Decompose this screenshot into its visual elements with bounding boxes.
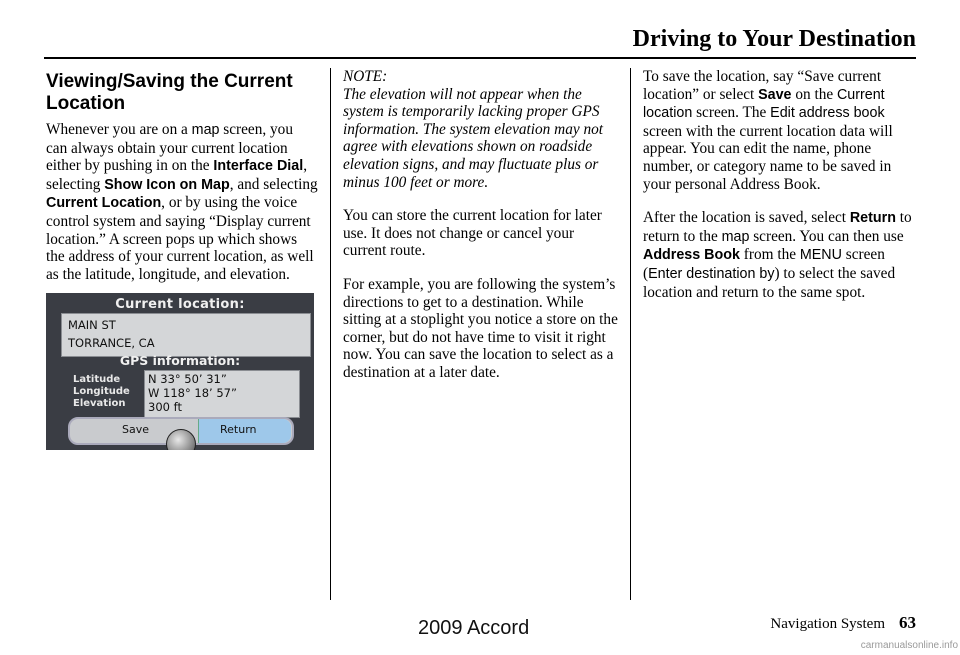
text-run: to return to the <box>643 209 912 245</box>
text-run: , or by using the voice control system and saying “Display current location.” A screen pops up which shows the address of your current location, as well as the latitude, longitude, and elevation. <box>46 194 314 283</box>
ui-term-address-book: Address Book <box>643 247 740 264</box>
text-run: Whenever you are on a <box>46 121 192 138</box>
latitude-value: N 33° 50’ 31” <box>148 372 227 386</box>
address-line-1: MAIN ST <box>68 318 116 332</box>
return-paragraph <box>643 209 919 301</box>
return-button[interactable]: Return <box>220 423 257 436</box>
ui-term-interface-dial: Interface Dial <box>213 158 304 175</box>
text-run: ) to select the saved location and return to the same spot. <box>643 264 896 301</box>
store-paragraph: You can store the current location for later use. It does not change or cancel your current route. <box>343 207 602 260</box>
screen-title: Current location: <box>115 297 245 312</box>
longitude-value: W 118° 18’ 57” <box>148 386 237 400</box>
ui-term-map: map <box>191 122 220 138</box>
ui-term-map: map <box>721 228 750 245</box>
current-location-screen <box>46 293 314 450</box>
note-body: The elevation will not appear when the system is temporarily lacking proper GPS information. The system elevation may not agree with elevations shown on roadside elevation signs, and may fluctuate plus or minus 100 feet or more. <box>343 85 604 191</box>
footer-section-name: Navigation System <box>770 616 885 632</box>
text-run: screen. You can then use <box>749 227 904 245</box>
watermark: carmanualsonline.info <box>860 640 958 651</box>
text-run: on the <box>791 85 837 103</box>
page-number: 63 <box>899 613 916 632</box>
ui-term-current-location: Current Location <box>46 195 162 212</box>
column-divider-2 <box>630 68 631 600</box>
page-header-title: Driving to Your Destination <box>632 26 916 52</box>
column-1 <box>46 68 318 283</box>
column-3 <box>643 68 919 301</box>
intro-paragraph <box>46 121 318 283</box>
text-run: , selecting <box>46 157 308 193</box>
text-run: screen. The <box>692 104 771 122</box>
save-paragraph <box>643 68 919 193</box>
page-footer <box>770 613 916 633</box>
address-box <box>61 313 311 357</box>
column-divider-1 <box>330 68 331 600</box>
gps-values-box <box>144 370 300 418</box>
ui-term-show-icon-on-map: Show Icon on Map <box>104 176 230 193</box>
latitude-label: Latitude <box>73 374 121 385</box>
elevation-value: 300 ft <box>148 400 182 414</box>
example-paragraph: For example, you are following the system’s directions to get to a destination. While sitting at a stoplight you notice a store on the corner, but do not have time to visit it right now. You can save the location to select as a destination at a later date. <box>343 275 618 381</box>
longitude-label: Longitude <box>73 386 130 397</box>
text-run: After the location is saved, select <box>643 209 850 227</box>
text-run: screen ( <box>643 246 885 282</box>
ui-term-save: Save <box>758 86 792 103</box>
text-run: screen with the current location data will appear. You can edit the name, phone number, or category name to be saved in your personal Address Book. <box>643 122 893 193</box>
section-title: Viewing/Saving the Current Location <box>46 71 293 114</box>
text-run: from the <box>739 246 800 264</box>
gps-info-title: GPS information: <box>119 353 241 368</box>
ui-term-menu: MENU <box>799 247 842 264</box>
model-year-label: 2009 Accord <box>418 617 530 639</box>
gps-labels <box>73 374 130 410</box>
save-button[interactable]: Save <box>122 423 150 436</box>
elevation-label: Elevation <box>73 398 126 409</box>
ui-term-enter-destination-by: Enter destination by <box>648 265 775 282</box>
text-run: , and selecting <box>229 175 318 193</box>
text-run: screen, you can always obtain your current location either by pushing in on the <box>46 121 293 175</box>
header-rule <box>44 57 916 59</box>
column-2 <box>343 68 621 382</box>
text-run: To save the location, say “Save current location” or select <box>643 68 882 103</box>
note-title: NOTE: <box>343 68 388 85</box>
ui-term-return: Return <box>849 210 896 227</box>
ui-term-edit-address-book: Edit address book <box>770 105 885 122</box>
ui-term-current-location: Current location <box>643 86 885 122</box>
address-line-2: TORRANCE, CA <box>68 336 155 350</box>
